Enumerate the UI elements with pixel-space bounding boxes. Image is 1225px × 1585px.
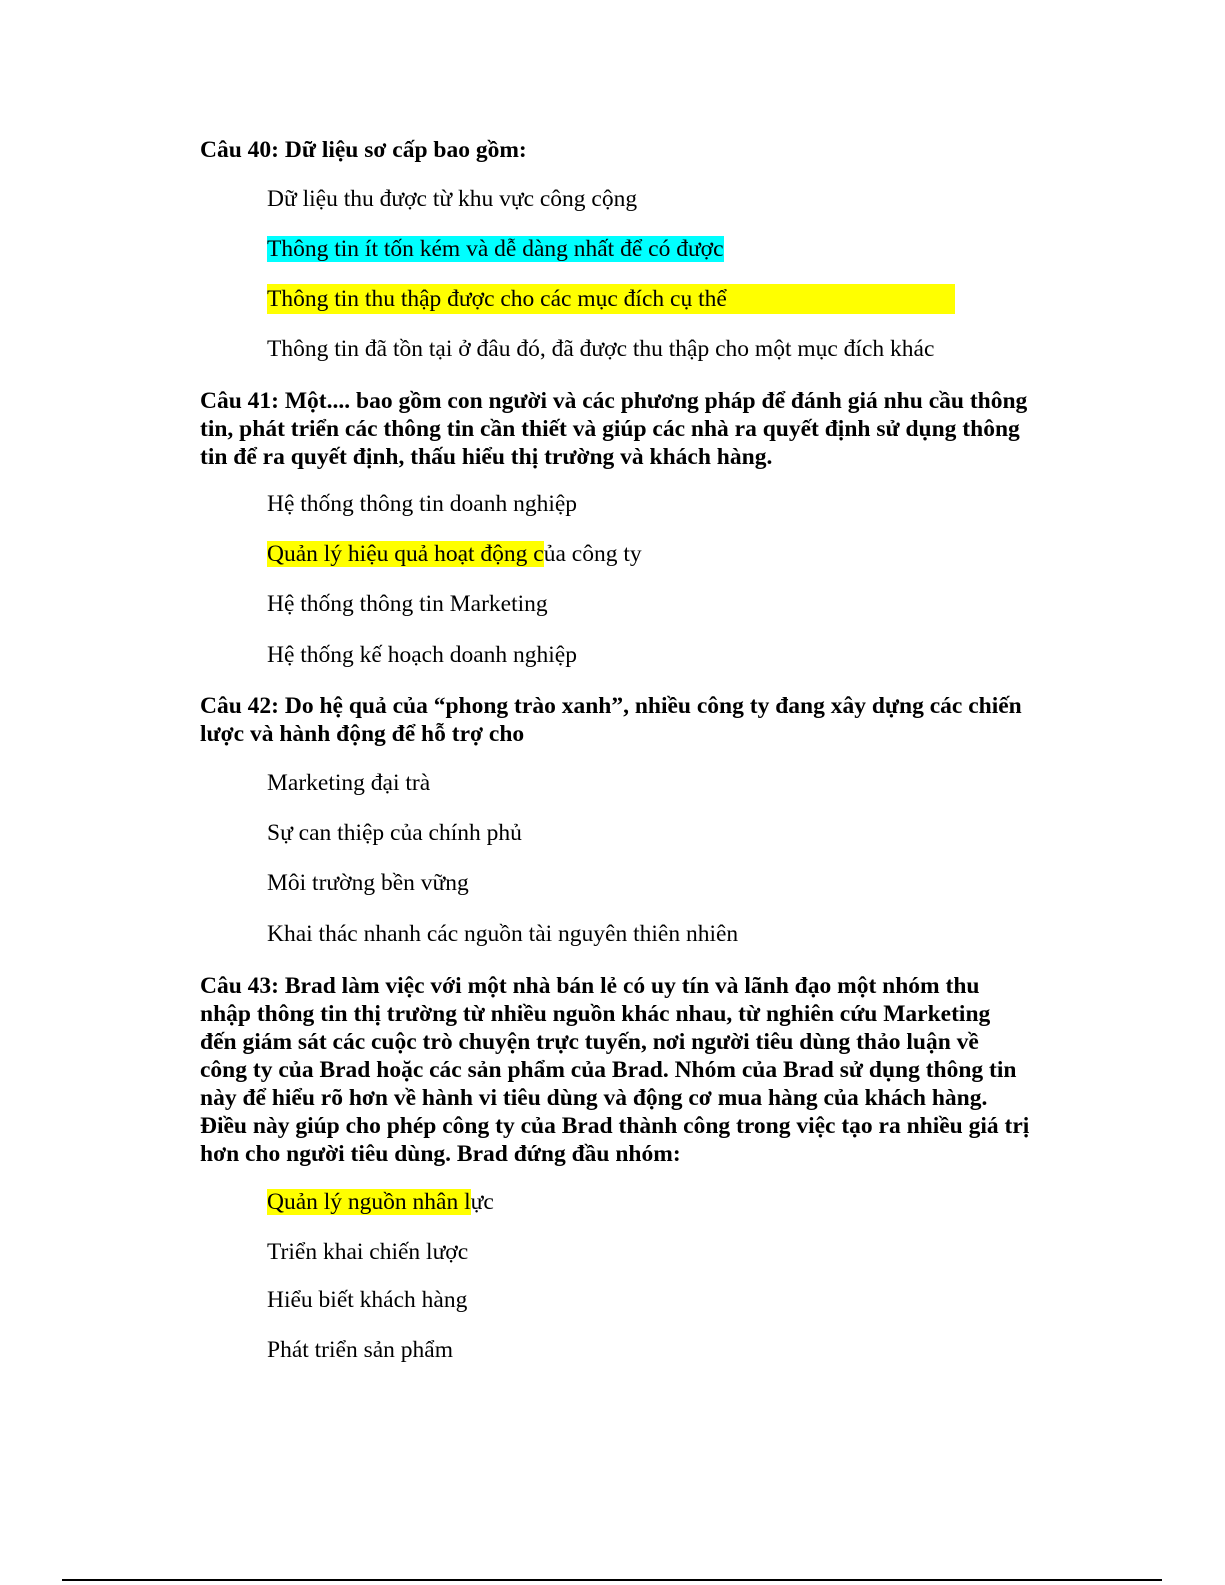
option-text-rest: ực [470, 1189, 494, 1215]
question-42-title: Câu 42: Do hệ quả của “phong trào xanh”, nhiều công ty đang xây dựng các chiến lược và hành động để hỗ trợ cho [200, 693, 1022, 747]
question-41-option-4 [267, 640, 577, 670]
question-40-option-2 [267, 234, 724, 264]
option-text: Môi trường bền vững [267, 870, 469, 896]
question-42-option-4 [267, 919, 738, 949]
question-40-option-3 [267, 284, 955, 314]
option-text: Sự can thiệp của chính phủ [267, 820, 522, 846]
highlighted-option-text: Quản lý hiệu quả hoạt động c [267, 541, 544, 567]
option-text: Hệ thống thông tin doanh nghiệp [267, 491, 578, 517]
option-text: Thông tin đã tồn tại ở đâu đó, đã được thu thập cho một mục đích khác [267, 336, 935, 362]
option-text-rest: ủa công ty [543, 541, 642, 567]
question-41-option-2 [267, 539, 642, 569]
option-text: Triển khai chiến lược [267, 1239, 469, 1265]
question-43-option-4 [267, 1335, 453, 1365]
question-43-option-2 [267, 1237, 468, 1267]
question-41-option-1 [267, 489, 577, 519]
question-43-option-1 [267, 1187, 494, 1217]
question-43-title: Câu 43: Brad làm việc với một nhà bán lẻ có uy tín và lãnh đạo một nhóm thu nhập thông tin thị trường từ nhiều nguồn khác nhau, từ nghiên cứu Marketing đến giám sát các cuộc trò chuyện trực tuyến, nơi người tiêu dùng thảo luận về công ty của Brad hoặc các sản phẩm của Brad. Nhóm của Brad sử dụng thông tin này để hiểu rõ hơn về hành vi tiêu dùng và động cơ mua hàng của khách hàng. Điều này giúp cho phép công ty của Brad thành công trong việc tạo ra nhiều giá trị hơn cho người tiêu dùng. Brad đứng đầu nhóm: [200, 973, 1030, 1167]
question-40-option-1 [267, 184, 637, 214]
page-bottom-rule [62, 1579, 1162, 1581]
option-text: Khai thác nhanh các nguồn tài nguyên thiên nhiên [267, 921, 739, 947]
question-43-option-3 [267, 1285, 467, 1315]
question-42-option-3 [267, 868, 469, 898]
question-40-title: Câu 40: Dữ liệu sơ cấp bao gồm: [200, 137, 527, 163]
option-text: Hiểu biết khách hàng [267, 1287, 468, 1313]
highlighted-option-text: Thông tin ít tốn kém và dễ dàng nhất để có được [267, 236, 724, 262]
option-text: Hệ thống kế hoạch doanh nghiệp [267, 642, 577, 668]
question-40-option-4 [267, 334, 934, 364]
option-text: Marketing đại trà [267, 770, 431, 796]
option-text: Dữ liệu thu được từ khu vực công cộng [267, 186, 638, 212]
highlighted-option-text: Thông tin thu thập được cho các mục đích cụ thể [267, 284, 955, 314]
question-41-option-3 [267, 589, 548, 619]
question-42-option-1 [267, 768, 430, 798]
highlighted-option-text: Quản lý nguồn nhân l [267, 1189, 471, 1215]
question-41-title: Câu 41: Một.... bao gồm con người và các phương pháp để đánh giá nhu cầu thông tin, phát triển các thông tin cần thiết và giúp các nhà ra quyết định sử dụng thông tin để ra quyết định, thấu hiểu thị trường và khách hàng. [200, 388, 1028, 470]
option-text: Phát triển sản phẩm [267, 1337, 454, 1363]
option-text: Hệ thống thông tin Marketing [267, 591, 548, 617]
question-42-option-2 [267, 818, 522, 848]
